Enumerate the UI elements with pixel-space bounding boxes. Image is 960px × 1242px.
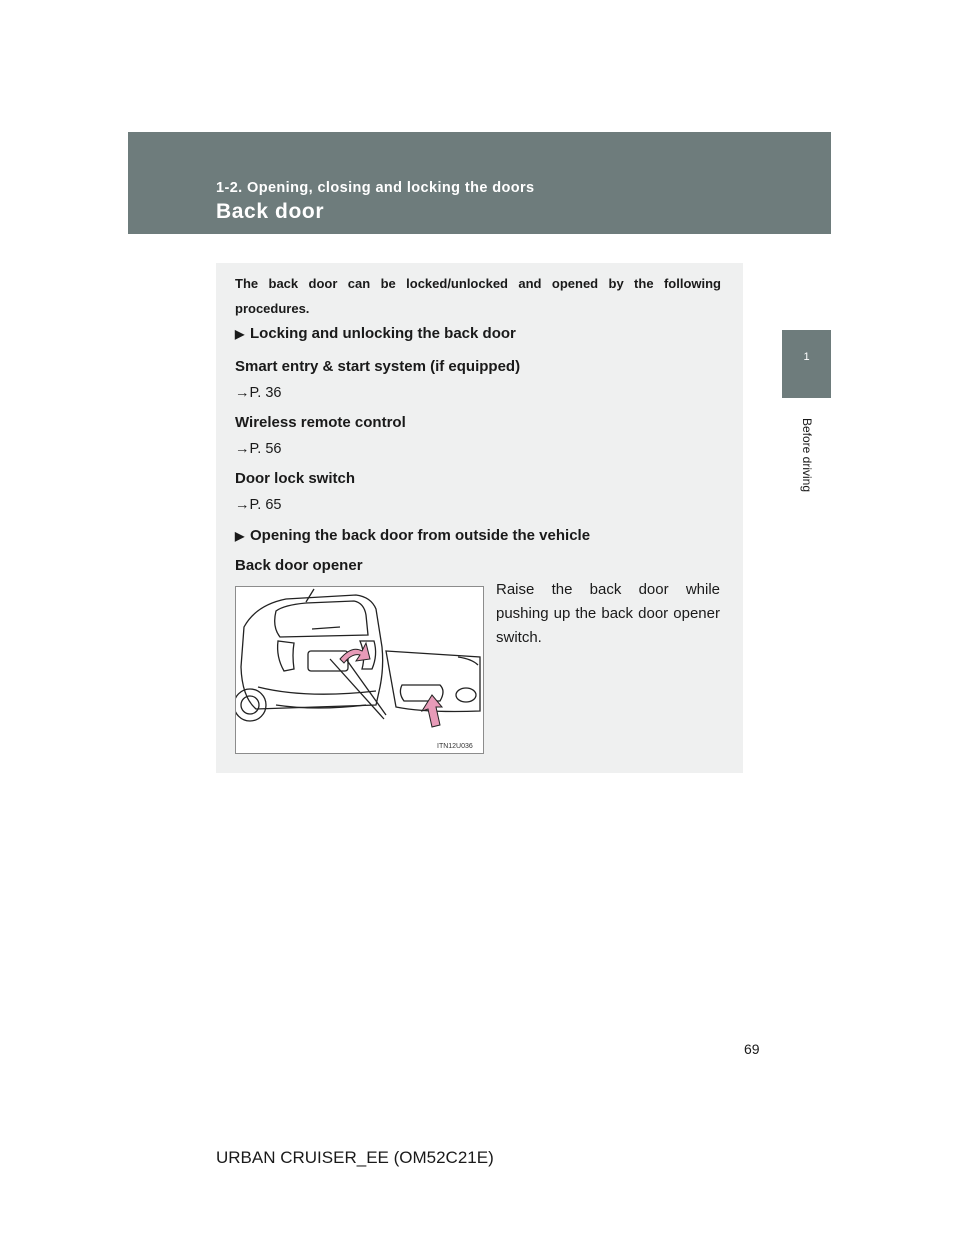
- door-lock-switch-heading: Door lock switch: [235, 470, 356, 487]
- back-door-opener-heading: Back door opener: [235, 557, 363, 574]
- triangle-bullet-icon: ▶: [235, 327, 245, 341]
- chapter-number: 1: [803, 351, 810, 363]
- chapter-label: Before driving: [800, 417, 814, 493]
- instruction-text: Raise the back door while pushing up the back door opener switch.: [496, 581, 720, 646]
- smart-entry-heading: Smart entry & start system (if equipped): [235, 358, 521, 375]
- triangle-bullet-icon: ▶: [235, 529, 245, 543]
- figure-code: ITN12U036: [437, 743, 473, 750]
- document-footer: URBAN CRUISER_EE (OM52C21E): [216, 1148, 494, 1167]
- section-title: 1-2. Opening, closing and locking the doors: [216, 180, 535, 196]
- page-number: 69: [744, 1041, 760, 1057]
- back-door-illustration: [235, 586, 484, 754]
- wireless-remote-heading: Wireless remote control: [235, 414, 406, 431]
- intro-text: The back door can be locked/unlocked and opened by the following procedures.: [235, 276, 721, 316]
- page-reference[interactable]: →P. 56: [235, 441, 282, 457]
- bullet-heading-opening: ▶ Opening the back door from outside the vehicle: [235, 527, 591, 544]
- chapter-tab: [782, 330, 831, 398]
- car-rear-drawing: [236, 587, 483, 753]
- page-reference[interactable]: →P. 65: [235, 497, 282, 513]
- page-reference[interactable]: →P. 36: [235, 385, 282, 401]
- page-title: Back door: [216, 200, 325, 223]
- bullet-heading-locking: ▶ Locking and unlocking the back door: [235, 325, 516, 342]
